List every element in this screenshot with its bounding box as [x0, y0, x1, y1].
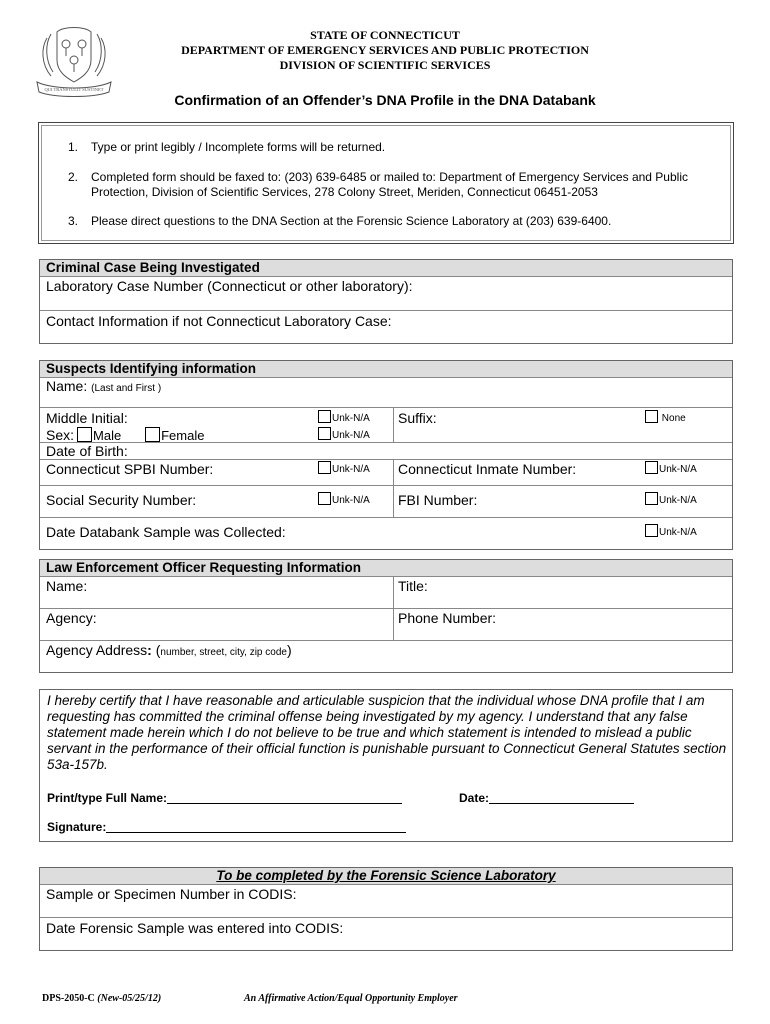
- fbi-unk[interactable]: Unk-N/A: [645, 492, 697, 506]
- criminal-case-heading: Criminal Case Being Investigated: [40, 260, 732, 277]
- sex-unk[interactable]: Unk-N/A: [318, 427, 370, 441]
- agency-phone-row: [40, 609, 732, 641]
- instruction-item: 2. Completed form should be faxed to: (203) 639-6485 or mailed to: Department of Emergency Services and Public Protection, Division of Scientific Services, 278 Colony Street, Meriden, Connecticut 06451-2053: [68, 170, 688, 199]
- checkbox-icon: [645, 492, 658, 505]
- seal-motto: QUI TRANSTULIT SUSTINET: [44, 87, 104, 92]
- inmate-label: Connecticut Inmate Number:: [398, 461, 577, 477]
- sample-date-label: Date Databank Sample was Collected:: [46, 524, 286, 540]
- agency-header: [0, 28, 770, 73]
- officer-name-title-row: [40, 577, 732, 609]
- spbi-unk[interactable]: Unk-N/A: [318, 461, 370, 475]
- agency-address-row[interactable]: [40, 641, 732, 672]
- inmate-unk[interactable]: Unk-N/A: [645, 461, 697, 475]
- form-id: DPS-2050-C (New-05/25/12): [42, 993, 162, 1004]
- middle-initial-unk[interactable]: Unk-N/A: [318, 410, 370, 424]
- date-field[interactable]: Date:: [459, 791, 634, 805]
- instruction-item: 1. Type or print legibly / Incomplete forms will be returned.: [68, 140, 386, 154]
- form-title: Confirmation of an Offender’s DNA Profile in the DNA Databank: [174, 92, 596, 108]
- officer-heading: Law Enforcement Officer Requesting Information: [40, 560, 732, 577]
- employer-statement: An Affirmative Action/Equal Opportunity Employer: [244, 993, 458, 1004]
- suspect-section: [39, 360, 733, 550]
- ssn-label: Social Security Number:: [46, 492, 197, 508]
- agency-address-label: Agency Address: (number, street, city, zip code): [46, 642, 292, 658]
- suspect-heading: Suspects Identifying information: [40, 361, 732, 378]
- instruction-item: 3. Please direct questions to the DNA Section at the Forensic Science Laboratory at (203) 639-6400.: [68, 214, 612, 228]
- officer-section: [39, 559, 733, 673]
- print-name-field[interactable]: Print/type Full Name:: [47, 791, 402, 805]
- suspect-details-block: [40, 408, 732, 486]
- header-line-2: DEPARTMENT OF EMERGENCY SERVICES AND PUBLIC PROTECTION: [181, 43, 589, 57]
- checkbox-icon: [318, 427, 331, 440]
- header-line-1: STATE OF CONNECTICUT: [310, 28, 460, 42]
- certification-text: I hereby certify that I have reasonable and articulable suspicion that the individual whose DNA profile that I am requesting has committed the criminal offense being investigated by my agency. I understand that any false statement made herein which I do not believe to be true and which statement is intended to mislead a public servant in the performance of their official function is punishable pursuant to Connecticut General Statutes section 53a-157b.: [47, 693, 727, 772]
- suspect-name-field[interactable]: Name: (Last and First ): [40, 378, 732, 408]
- ssn-unk[interactable]: Unk-N/A: [318, 492, 370, 506]
- checkbox-icon: [318, 410, 331, 423]
- checkbox-icon: [645, 524, 658, 537]
- phone-label: Phone Number:: [398, 610, 497, 626]
- female-checkbox[interactable]: [145, 427, 160, 442]
- lab-case-number-field[interactable]: Laboratory Case Number (Connecticut or other laboratory):: [40, 277, 732, 311]
- header-line-3: DIVISION OF SCIENTIFIC SERVICES: [279, 58, 491, 72]
- instructions-box: [38, 122, 734, 244]
- dob-label: Date of Birth:: [46, 443, 128, 459]
- checkbox-icon: [645, 461, 658, 474]
- checkbox-icon: [318, 492, 331, 505]
- criminal-case-section: [39, 259, 733, 344]
- agency-label: Agency:: [46, 610, 97, 626]
- sex-field: Sex: Male Female: [46, 427, 205, 443]
- contact-info-field[interactable]: Contact Information if not Connecticut Laboratory Case:: [46, 313, 392, 329]
- codis-date-field[interactable]: Date Forensic Sample was entered into CODIS:: [46, 920, 344, 936]
- suffix-none[interactable]: None: [645, 410, 686, 424]
- specimen-number-field[interactable]: Sample or Specimen Number in CODIS:: [40, 885, 732, 918]
- male-checkbox[interactable]: [77, 427, 92, 442]
- lab-heading: To be completed by the Forensic Science Laboratory: [40, 868, 732, 885]
- lab-section: [39, 867, 733, 951]
- checkbox-icon: [318, 461, 331, 474]
- suffix-label: Suffix:: [398, 410, 437, 426]
- sample-date-unk[interactable]: Unk-N/A: [645, 524, 697, 538]
- signature-field[interactable]: Signature:: [47, 820, 406, 834]
- middle-initial-label: Middle Initial:: [46, 410, 128, 426]
- certification-section: [39, 689, 733, 842]
- officer-title-label: Title:: [398, 578, 428, 594]
- spbi-label: Connecticut SPBI Number:: [46, 461, 214, 477]
- sample-date-row: [40, 518, 732, 549]
- ssn-fbi-row: [40, 486, 732, 518]
- checkbox-icon: [645, 410, 658, 423]
- fbi-label: FBI Number:: [398, 492, 478, 508]
- officer-name-label: Name:: [46, 578, 88, 594]
